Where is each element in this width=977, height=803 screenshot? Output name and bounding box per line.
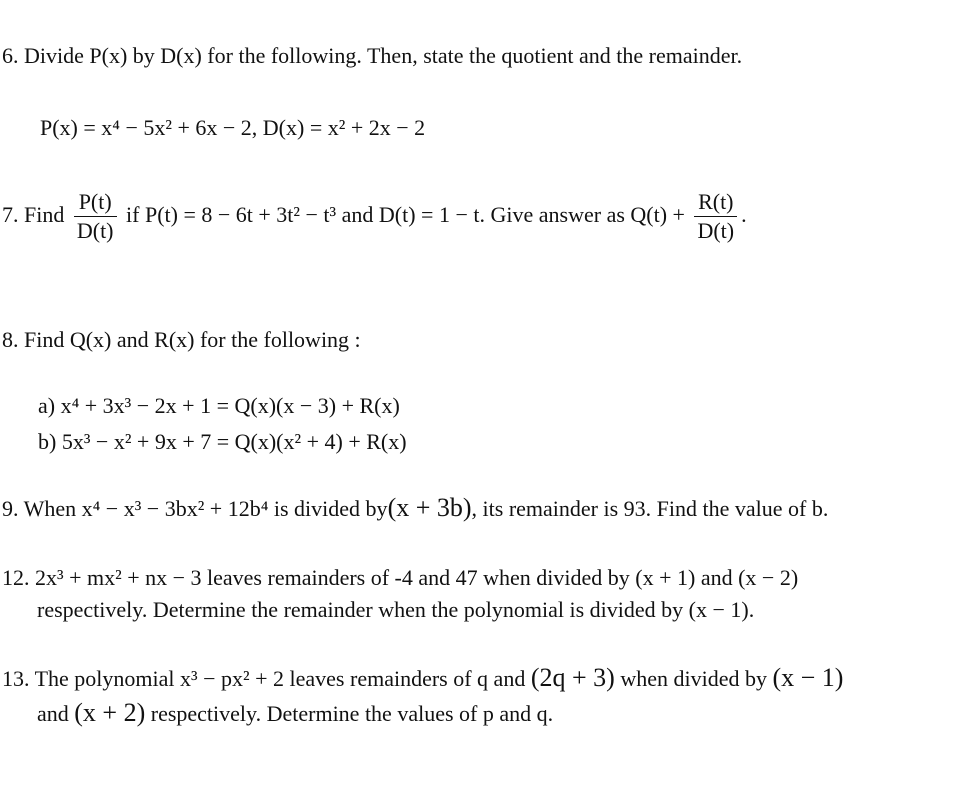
question-8a: a) x⁴ + 3x³ − 2x + 1 = Q(x)(x − 3) + R(x): [38, 393, 400, 418]
question-12-line1: 12. 2x³ + mx² + nx − 3 leaves remainders of -4 and 47 when divided by (x + 1) and (x − 2): [2, 565, 799, 590]
fraction-numerator: R(t): [694, 190, 737, 217]
question-7-and: and: [341, 202, 374, 227]
question-13-remainder-expr: (2q + 3): [530, 663, 615, 692]
question-7: [2, 185, 747, 245]
question-7-if: if: [126, 202, 140, 227]
question-7-fraction-r-over-d: [694, 190, 737, 243]
question-7-lead: 7. Find: [2, 202, 65, 227]
question-6-text: 6. Divide P(x) by D(x) for the following. Then, state the quotient and the remainder.: [2, 43, 743, 68]
fraction-numerator: P(t): [74, 190, 117, 217]
question-7-equation-p: P(t) = 8 − 6t + 3t² − t³: [144, 202, 337, 227]
question-7-give-answer: Give answer as: [490, 202, 625, 227]
question-13-and: and: [37, 701, 69, 726]
question-9-part2: , its remainder is 93. Find the value of b.: [471, 496, 829, 521]
question-13-part-c: when divided by: [620, 666, 767, 691]
question-12-line2: respectively. Determine the remainder when the polynomial is divided by (x − 1).: [37, 597, 755, 622]
question-13-line2: [37, 699, 553, 728]
question-7-equation-d: D(t) = 1 − t.: [378, 202, 485, 227]
question-13-divisor-1: (x − 1): [772, 663, 844, 692]
question-7-period: .: [741, 202, 747, 227]
question-7-q-t: Q(t) +: [630, 202, 685, 227]
fraction-denominator: D(t): [697, 218, 735, 244]
question-6-equation: P(x) = x⁴ − 5x² + 6x − 2, D(x) = x² + 2x − 2: [40, 115, 426, 140]
question-13-line1: [2, 664, 843, 693]
fraction-denominator: D(t): [76, 218, 114, 244]
question-9-part1: 9. When x⁴ − x³ − 3bx² + 12b⁴ is divided by: [2, 496, 388, 521]
question-8b: b) 5x³ − x² + 9x + 7 = Q(x)(x² + 4) + R(x): [38, 429, 407, 454]
question-13-part-end: respectively. Determine the values of p and q.: [150, 701, 554, 726]
question-8-text: 8. Find Q(x) and R(x) for the following :: [2, 327, 361, 352]
question-9-divisor: (x + 3b): [387, 493, 472, 522]
question-13-divisor-2: (x + 2): [74, 698, 146, 727]
question-7-fraction-p-over-d: [74, 190, 117, 243]
question-9: [2, 494, 828, 523]
question-13-part-a: 13. The polynomial x³ − px² + 2 leaves remainders of q and: [2, 666, 526, 691]
